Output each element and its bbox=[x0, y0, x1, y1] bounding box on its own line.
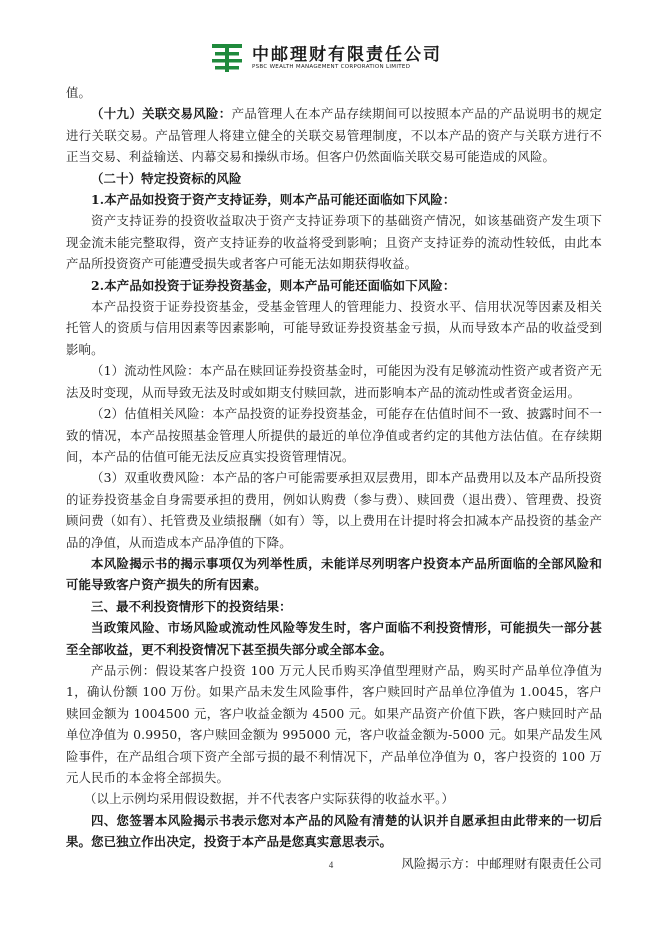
disclaimer-paragraph: 本风险揭示书的揭示事项仅为列举性质，未能详尽列明客户投资本产品所面临的全部风险和可能导致客户资产损失的所有因素。 bbox=[66, 555, 602, 593]
subsection-heading: 1.本产品如投资于资产支持证券，则本产品可能还面临如下风险： bbox=[91, 192, 456, 208]
paragraph: 本产品投资于证券投资基金，受基金管理人的管理能力、投资水平、信用状况等因素及相关托管人的资质与信用因素等因素影响，可能导致证券投资基金亏损，从而导致本产品的收益受到影响。 bbox=[66, 299, 602, 357]
page-number: 4 bbox=[328, 860, 334, 870]
psbc-logo-icon bbox=[210, 42, 244, 74]
section-heading: 四、您签署本风险揭示书表示您对本产品的风险有清楚的认识并自愿承担由此带来的一切后果。您已独立作出决定，投资于本产品是您真实意思表示。 bbox=[66, 812, 602, 850]
related-transaction-risk-paragraph bbox=[66, 103, 602, 167]
company-name-cn: 中邮理财有限责任公司 bbox=[252, 45, 442, 65]
subsection-heading: 2.本产品如投资于证券投资基金，则本产品可能还面临如下风险： bbox=[91, 277, 456, 293]
paragraph: （3）双重收费风险：本产品的客户可能需要承担双层费用，即本产品费用以及本产品所投资的证券投资基金自身需要承担的费用，例如认购费（参与费）、赎回费（退出费）、管理费、投资顾问费（如有）、托管费及业绩报酬（如有）等，以上费用在计提时将会扣减本产品投资的基金产品的净值，从而造成本产品净值的下降。 bbox=[66, 470, 602, 550]
example-paragraph: 产品示例：假设某客户投资 100 万元人民币购买净值型理财产品，购买时产品单位净值为 1，确认份额 100 万份。如果产品未发生风险事件，客户赎回时产品单位净值为 1.0045，客户赎回金额为 1004500 元，客户收益金额为 4500 元。如果产品资产价值下跌，客户赎回时产品单位净值为 0.9950，客户赎回金额为 995000 元，客户收益金额为-5000 元。如果产品发生风险事件，在产品组合项下资产全部亏损的最不利情况下，产品单位净值为 0，客户投资的 100 万元人民币的本金将全部损失。 bbox=[66, 662, 602, 785]
document-body bbox=[66, 82, 602, 874]
section-heading: （二十）特定投资标的风险 bbox=[91, 170, 242, 186]
page-header bbox=[210, 40, 470, 80]
section-heading-inline: （十九）关联交易风险： bbox=[91, 106, 232, 122]
section-heading: 三、最不利投资情形下的投资结果： bbox=[91, 598, 292, 614]
paragraph-continued: 值。 bbox=[66, 85, 92, 100]
paragraph: 资产支持证券的投资收益取决于资产支持证券项下的基础资产情况，如该基础资产发生项下现金流未能完整取得，资产支持证券的收益将受到影响；且资产支持证券的流动性较低，由此本产品所投资资产可能遭受损失或者客户可能无法如期获得收益。 bbox=[66, 213, 602, 272]
signature-line: 风险揭示方：中邮理财有限责任公司 bbox=[401, 855, 602, 871]
company-name-en: PSBC WEALTH MANAGEMENT CORPORATION LIMITED bbox=[252, 64, 411, 70]
worst-case-paragraph: 当政策风险、市场风险或流动性风险等发生时，客户面临不利投资情形，可能损失一部分甚至全部收益，更不利投资情况下甚至损失部分或全部本金。 bbox=[66, 620, 602, 657]
example-note: （以上示例均采用假设数据，并不代表客户实际获得的收益水平。） bbox=[84, 791, 455, 807]
paragraph: （1）流动性风险：本产品在赎回证券投资基金时，可能因为没有足够流动性资产或者资产无法及时变现，从而导致无法及时或如期支付赎回款，进而影响本产品的流动性或者资金运用。 bbox=[66, 363, 602, 400]
paragraph: （2）估值相关风险：本产品投资的证券投资基金，可能存在估值时间不一致、披露时间不一致的情况，本产品按照基金管理人所提供的最近的单位净值或者约定的其他方法估值。在存续期间，本产品的估值可能无法反应真实投资管理情况。 bbox=[66, 406, 602, 464]
paragraph-text: 产品管理人在本产品存续期间可以按照本产品的产品说明书的规定进行关联交易。产品管理人将建立健全的关联交易管理制度，不以本产品的资产与关联方进行不正当交易、利益输送、内幕交易和操纵市场。但客户仍然面临关联交易可能造成的风险。 bbox=[66, 106, 602, 165]
